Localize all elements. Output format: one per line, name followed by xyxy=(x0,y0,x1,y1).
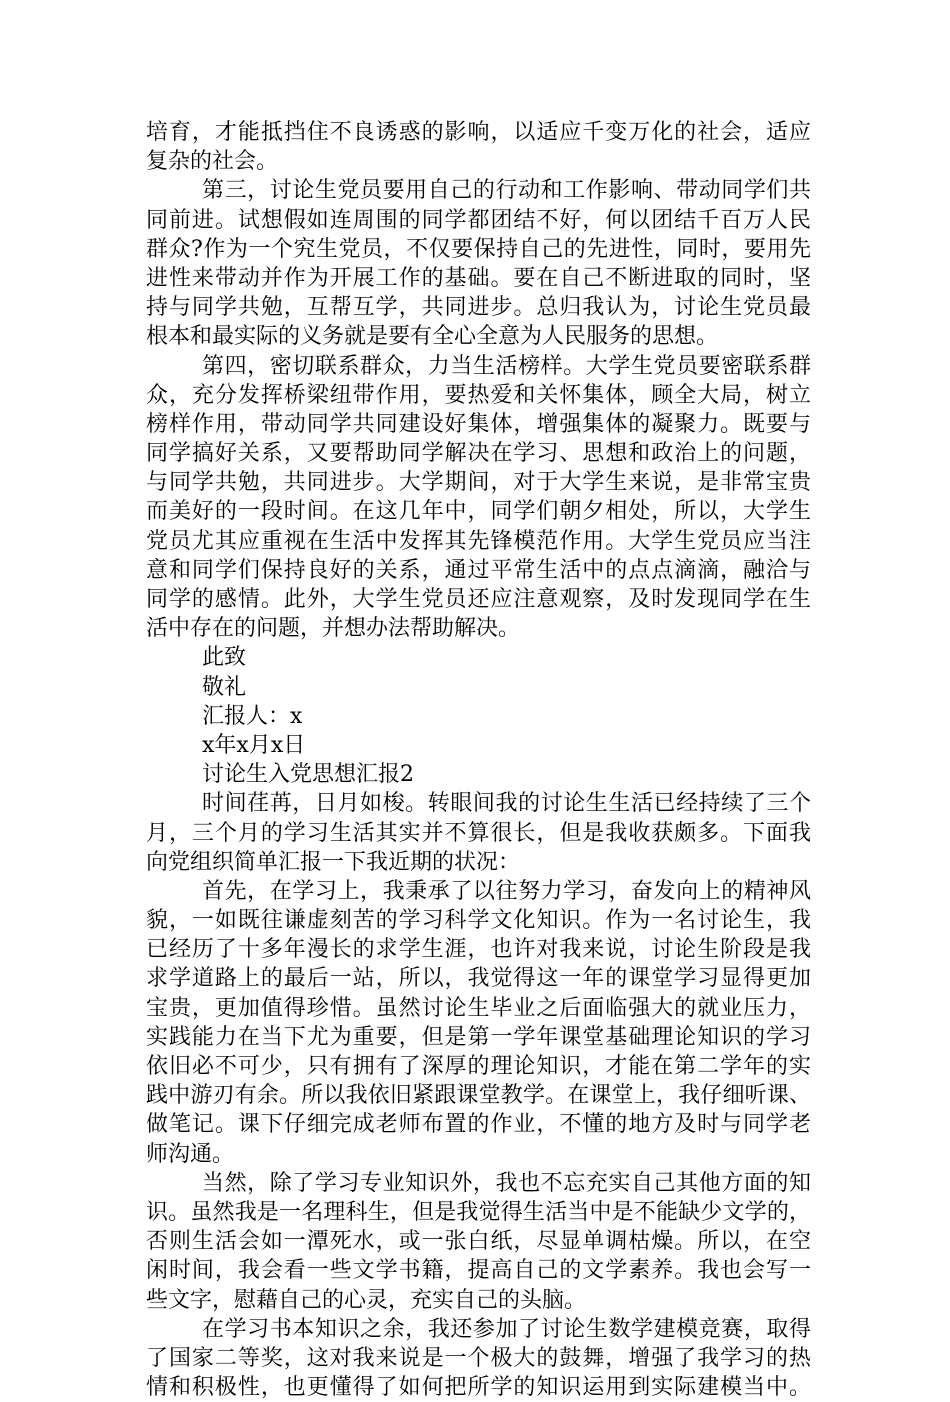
text-line: 汇报人：x xyxy=(202,703,303,729)
text-line: 识。虽然我是一名理科生，但是我觉得生活当中是不能缺少文学的， xyxy=(146,1199,811,1225)
text-line: 第四，密切联系群众，力当生活榜样。大学生党员要密联系群 xyxy=(202,353,811,379)
text-line: 时间荏苒，日月如梭。转眼间我的讨论生生活已经持续了三个 xyxy=(202,791,811,817)
text-line: 些文字，慰藉自己的心灵，充实自己的头脑。 xyxy=(146,1287,587,1313)
text-line: 向党组织简单汇报一下我近期的状况： xyxy=(146,849,521,875)
text-line: 践中游刃有余。所以我依旧紧跟课堂教学。在课堂上，我仔细听课、 xyxy=(146,1083,811,1109)
text-line: 众，充分发挥桥梁纽带作用，要热爱和关怀集体，顾全大局，树立 xyxy=(146,382,811,408)
text-line: 持与同学共勉，互帮互学，共同进步。总归我认为，讨论生党员最 xyxy=(146,295,811,321)
text-line: 做笔记。课下仔细完成老师布置的作业，不懂的地方及时与同学老 xyxy=(146,1112,811,1138)
text-line: 敬礼 xyxy=(202,674,247,700)
text-line: 依旧必不可少，只有拥有了深厚的理论知识，才能在第二学年的实 xyxy=(146,1054,811,1079)
text-line: 貌，一如既往谦虚刻苦的学习科学文化知识。作为一名讨论生，我 xyxy=(146,908,811,934)
text-line: 实践能力在当下尤为重要，但是第一学年课堂基础理论知识的学习 xyxy=(146,1024,811,1050)
text-line: 第三，讨论生党员要用自己的行动和工作影响、带动同学们共 xyxy=(202,178,811,204)
document-body xyxy=(146,118,811,1402)
text-line: 进性来带动并作为开展工作的基础。要在自己不断进取的同时，坚 xyxy=(146,265,811,291)
text-line: 师沟通。 xyxy=(146,1141,235,1167)
text-line: 首先，在学习上，我秉承了以往努力学习，奋发向上的精神风 xyxy=(202,878,811,904)
text-line: 宝贵，更加值得珍惜。虽然讨论生毕业之后面临强大的就业压力， xyxy=(146,995,811,1021)
text-line: 否则生活会如一潭死水，或一张白纸，尽显单调枯燥。所以，在空 xyxy=(146,1229,811,1255)
text-line: 同前进。试想假如连周围的同学都团结不好，何以团结千百万人民 xyxy=(146,207,811,233)
text-line: 与同学共勉，共同进步。大学期间，对于大学生来说，是非常宝贵 xyxy=(146,470,811,496)
text-line: 此致 xyxy=(202,645,247,671)
text-line: 榜样作用，带动同学共同建设好集体，增强集体的凝聚力。既要与 xyxy=(146,411,811,437)
text-line: 党员尤其应重视在生活中发挥其先锋模范作用。大学生党员应当注 xyxy=(146,528,811,554)
text-line: 根本和最实际的义务就是要有全心全意为人民服务的思想。 xyxy=(146,324,719,350)
text-line: 群众?作为一个究生党员，不仅要保持自己的先进性，同时，要用先 xyxy=(146,236,811,262)
text-line: x年x月x日 xyxy=(202,732,306,758)
text-line: 情和积极性，也更懂得了如何把所学的知识运用到实际建模当中。 xyxy=(146,1375,811,1401)
text-line: 讨论生入党思想汇报2 xyxy=(202,762,414,788)
text-line: 月，三个月的学习生活其实并不算很长，但是我收获颇多。下面我 xyxy=(146,820,811,846)
text-line: 意和同学们保持良好的关系，通过平常生活中的点点滴滴，融洽与 xyxy=(146,557,811,583)
text-line: 已经历了十多年漫长的求学生涯，也许对我来说，讨论生阶段是我 xyxy=(146,937,811,963)
text-line: 同学的感情。此外，大学生党员还应注意观察，及时发现同学在生 xyxy=(146,587,811,612)
text-line: 了国家二等奖，这对我来说是一个极大的鼓舞，增强了我学习的热 xyxy=(146,1345,811,1371)
text-line: 在学习书本知识之余，我还参加了讨论生数学建模竞赛，取得 xyxy=(202,1316,811,1342)
text-line: 培育，才能抵挡住不良诱惑的影响，以适应千变万化的社会，适应 xyxy=(146,120,811,145)
text-line: 同学搞好关系，又要帮助同学解决在学习、思想和政治上的问题， xyxy=(146,441,811,467)
text-line: 复杂的社会。 xyxy=(146,149,279,175)
text-line: 求学道路上的最后一站，所以，我觉得这一年的课堂学习显得更加 xyxy=(146,966,811,992)
text-line: 而美好的一段时间。在这几年中，同学们朝夕相处，所以，大学生 xyxy=(146,499,811,525)
text-line: 活中存在的问题，并想办法帮助解决。 xyxy=(146,616,521,642)
text-line: 闲时间，我会看一些文学书籍，提高自己的文学素养。我也会写一 xyxy=(146,1258,811,1284)
text-line: 当然，除了学习专业知识外，我也不忘充实自己其他方面的知 xyxy=(202,1170,811,1196)
